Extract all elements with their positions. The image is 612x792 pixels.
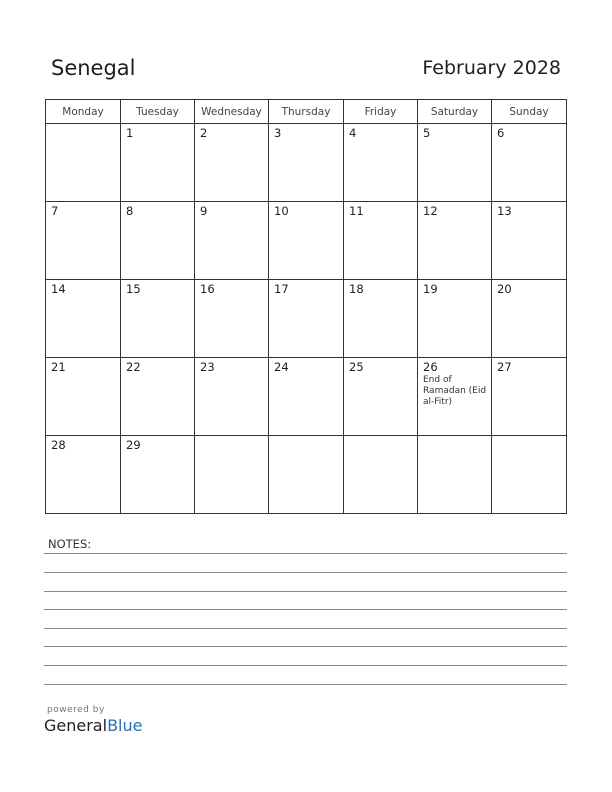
day-number: 26 bbox=[423, 360, 438, 374]
weekday-header: Friday bbox=[344, 100, 418, 124]
day-number: 16 bbox=[200, 282, 215, 296]
weekday-header: Thursday bbox=[269, 100, 344, 124]
day-number: 20 bbox=[497, 282, 512, 296]
note-line bbox=[44, 646, 567, 647]
day-cell bbox=[492, 202, 567, 280]
note-line bbox=[44, 591, 567, 592]
day-cell bbox=[492, 358, 567, 436]
day-cell bbox=[46, 124, 121, 202]
day-cell bbox=[344, 124, 418, 202]
weekday-header-row bbox=[46, 100, 567, 124]
day-number: 17 bbox=[274, 282, 289, 296]
brand-general: General bbox=[44, 716, 108, 735]
weekday-header: Monday bbox=[46, 100, 121, 124]
calendar-grid bbox=[45, 99, 567, 514]
country-title: Senegal bbox=[51, 56, 136, 80]
day-number bbox=[418, 436, 491, 438]
day-cell bbox=[195, 280, 269, 358]
day-cell bbox=[195, 358, 269, 436]
month-title: February 2028 bbox=[422, 57, 561, 79]
day-cell bbox=[195, 124, 269, 202]
day-number: 3 bbox=[274, 126, 282, 140]
day-number: 11 bbox=[349, 204, 364, 218]
day-cell bbox=[121, 280, 195, 358]
day-cell bbox=[121, 124, 195, 202]
day-number: 9 bbox=[200, 204, 208, 218]
day-cell bbox=[46, 280, 121, 358]
holiday-label: End of Ramadan (Eid al-Fitr) bbox=[423, 375, 487, 407]
day-number: 25 bbox=[349, 360, 364, 374]
day-cell bbox=[195, 436, 269, 514]
day-cell bbox=[418, 436, 492, 514]
day-number: 15 bbox=[126, 282, 141, 296]
day-cell bbox=[121, 358, 195, 436]
day-cell bbox=[269, 358, 344, 436]
weekday-header: Sunday bbox=[492, 100, 567, 124]
weekday-header: Tuesday bbox=[121, 100, 195, 124]
day-cell bbox=[269, 202, 344, 280]
generalblue-logo bbox=[44, 716, 142, 735]
day-cell bbox=[418, 358, 492, 436]
day-cell bbox=[344, 436, 418, 514]
day-number: 12 bbox=[423, 204, 438, 218]
day-cell bbox=[418, 202, 492, 280]
note-line bbox=[44, 628, 567, 629]
note-line bbox=[44, 609, 567, 610]
day-number bbox=[492, 436, 566, 438]
day-number: 14 bbox=[51, 282, 66, 296]
note-line bbox=[44, 553, 567, 554]
powered-by-text: powered by bbox=[47, 705, 105, 715]
day-number bbox=[269, 436, 343, 438]
week-row bbox=[46, 202, 567, 280]
note-line bbox=[44, 572, 567, 573]
brand-blue: Blue bbox=[107, 716, 143, 735]
day-number: 5 bbox=[423, 126, 431, 140]
note-line bbox=[44, 684, 567, 685]
day-number: 4 bbox=[349, 126, 357, 140]
day-cell bbox=[492, 124, 567, 202]
day-number: 6 bbox=[497, 126, 505, 140]
day-number: 29 bbox=[126, 438, 141, 452]
day-number bbox=[344, 436, 417, 438]
day-cell bbox=[269, 280, 344, 358]
day-number: 7 bbox=[51, 204, 59, 218]
week-row bbox=[46, 358, 567, 436]
day-number: 19 bbox=[423, 282, 438, 296]
day-number bbox=[195, 436, 268, 438]
day-cell bbox=[46, 436, 121, 514]
day-number: 18 bbox=[349, 282, 364, 296]
day-number: 13 bbox=[497, 204, 512, 218]
weekday-header: Wednesday bbox=[195, 100, 269, 124]
day-cell bbox=[344, 202, 418, 280]
notes-label: NOTES: bbox=[48, 537, 92, 551]
day-cell bbox=[344, 358, 418, 436]
day-number: 23 bbox=[200, 360, 215, 374]
day-number: 21 bbox=[51, 360, 66, 374]
weekday-header: Saturday bbox=[418, 100, 492, 124]
day-cell bbox=[121, 202, 195, 280]
day-cell bbox=[121, 436, 195, 514]
week-row bbox=[46, 124, 567, 202]
day-cell bbox=[418, 124, 492, 202]
day-number: 1 bbox=[126, 126, 134, 140]
day-number: 2 bbox=[200, 126, 208, 140]
day-cell bbox=[492, 436, 567, 514]
week-row bbox=[46, 280, 567, 358]
day-number: 27 bbox=[497, 360, 512, 374]
day-cell bbox=[344, 280, 418, 358]
note-line bbox=[44, 665, 567, 666]
day-number: 22 bbox=[126, 360, 141, 374]
day-cell bbox=[492, 280, 567, 358]
day-cell bbox=[195, 202, 269, 280]
day-cell bbox=[46, 358, 121, 436]
day-number: 24 bbox=[274, 360, 289, 374]
day-number bbox=[46, 124, 120, 126]
day-cell bbox=[46, 202, 121, 280]
day-cell bbox=[269, 124, 344, 202]
day-cell bbox=[269, 436, 344, 514]
day-number: 28 bbox=[51, 438, 66, 452]
day-number: 10 bbox=[274, 204, 289, 218]
week-row bbox=[46, 436, 567, 514]
day-number: 8 bbox=[126, 204, 134, 218]
day-cell bbox=[418, 280, 492, 358]
